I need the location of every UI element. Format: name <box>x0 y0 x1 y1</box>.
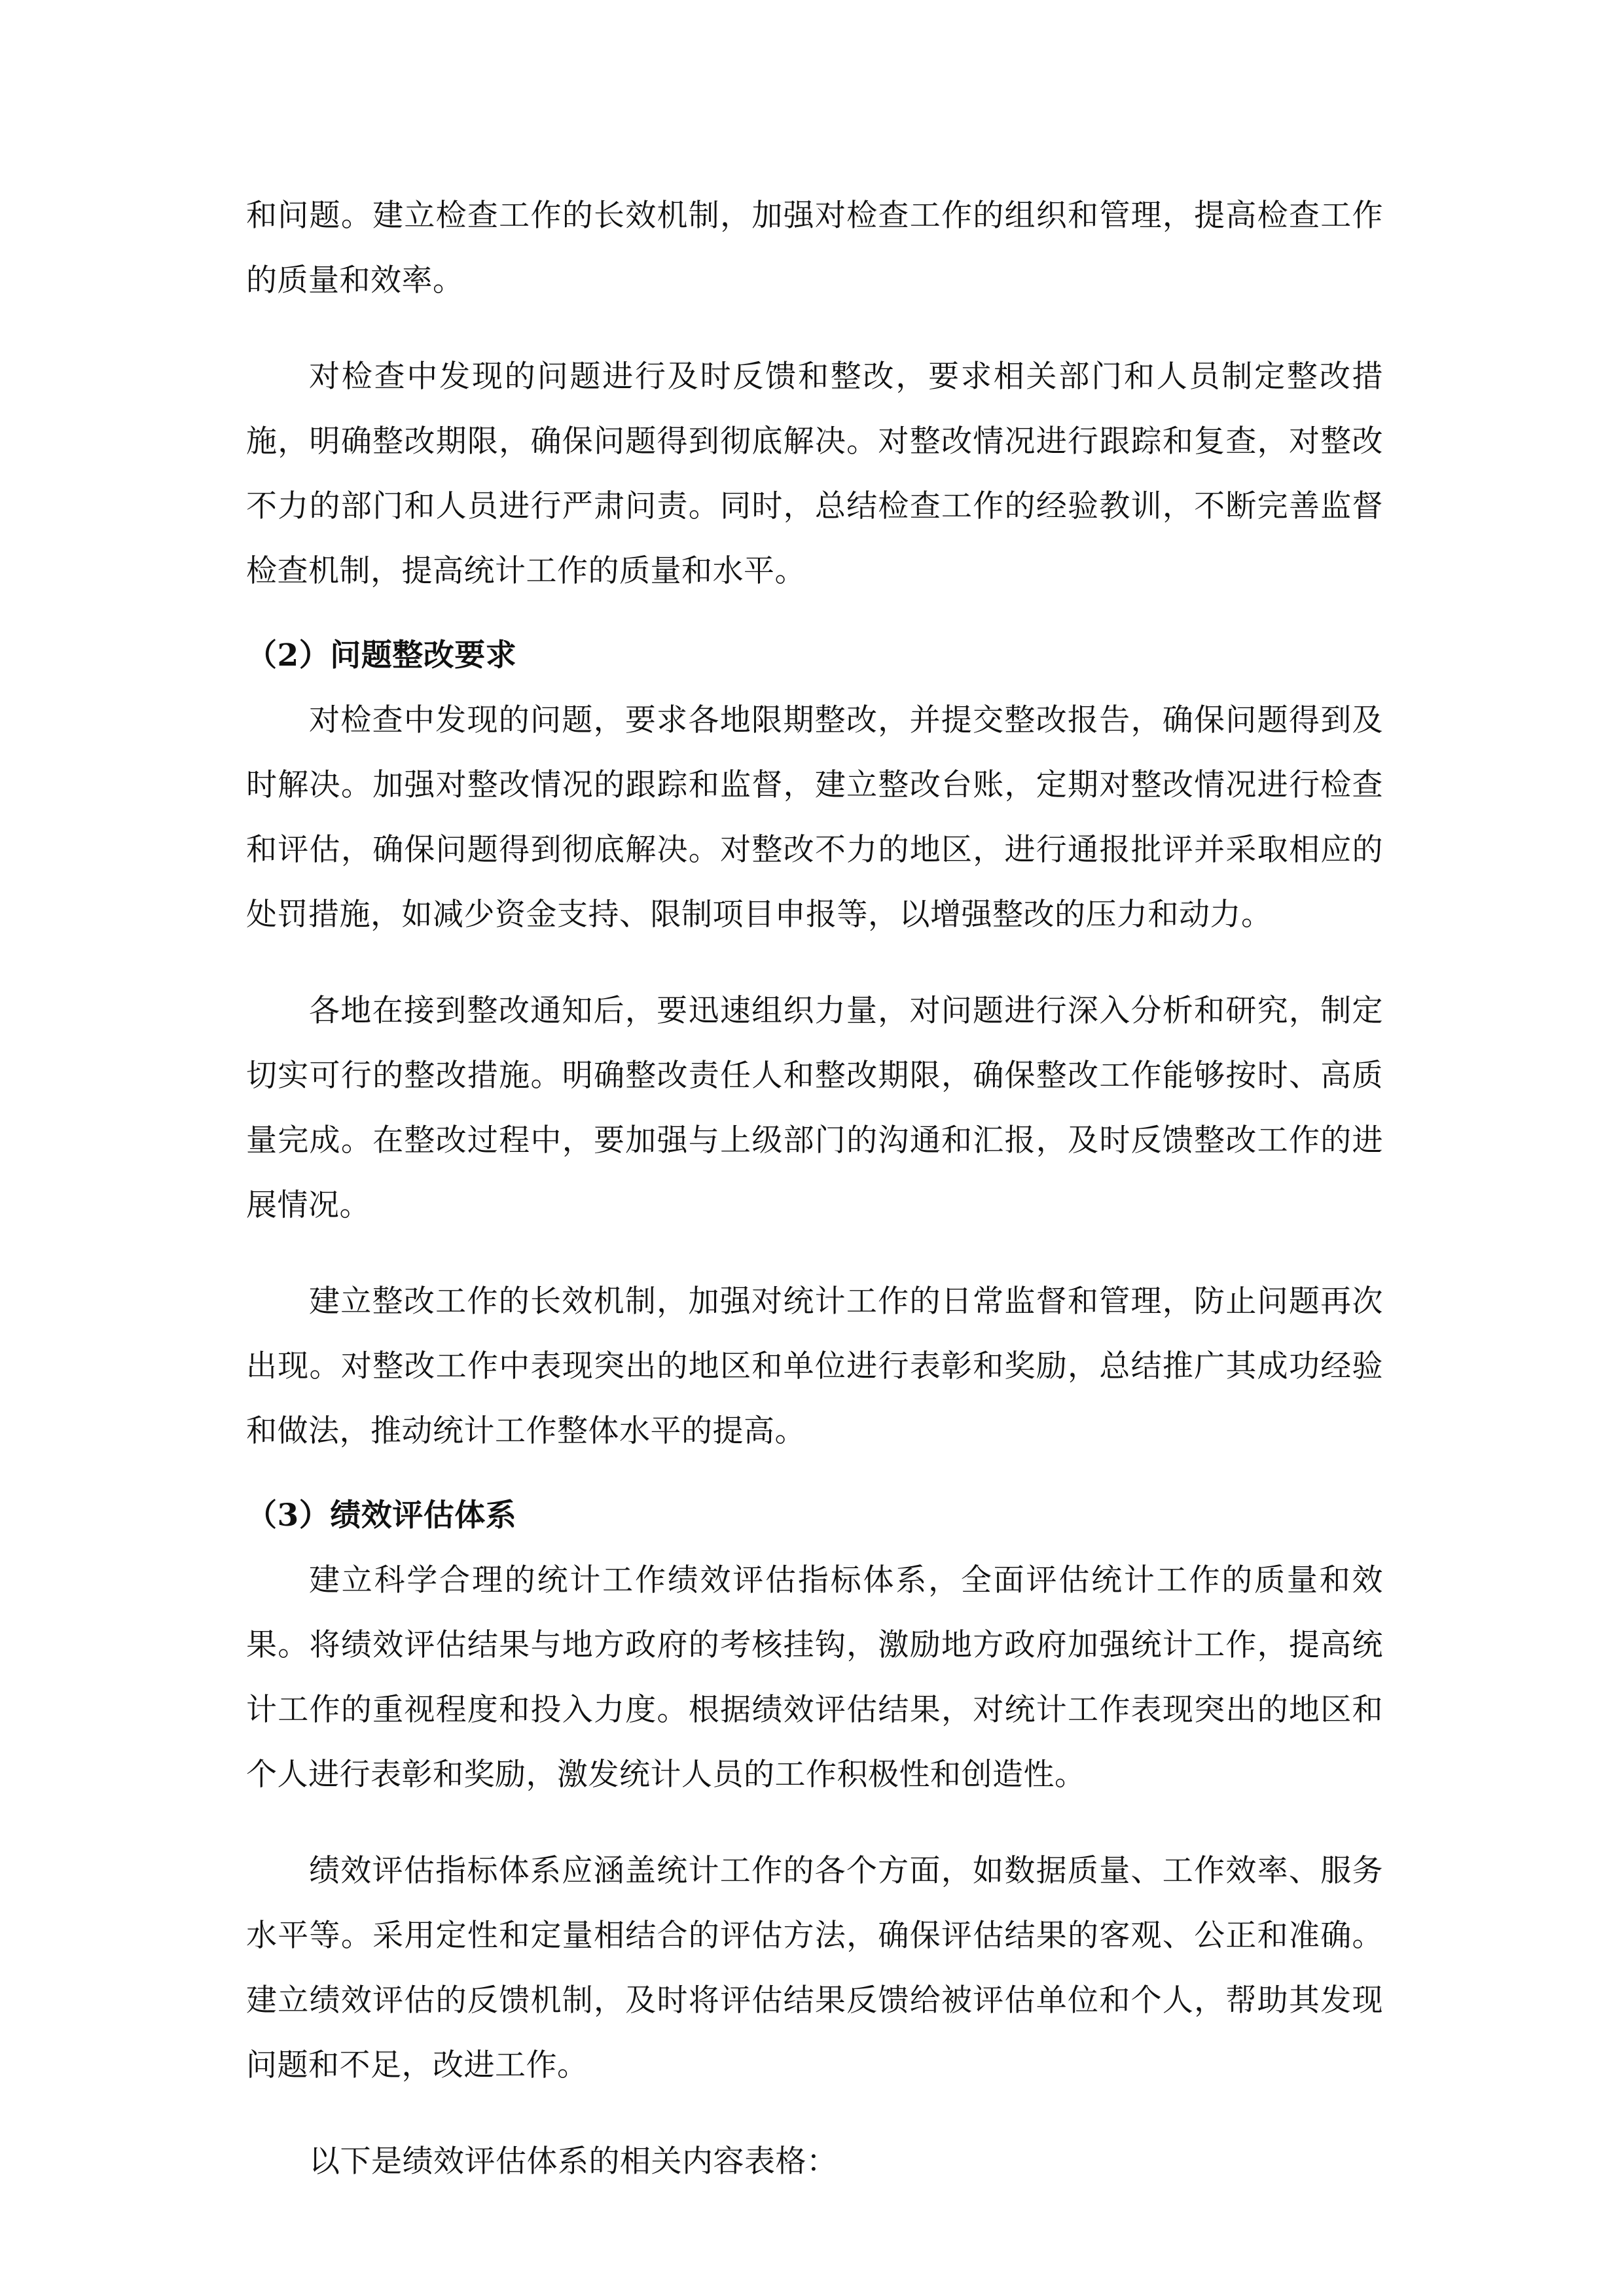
paragraph-continued: 和问题。建立检查工作的长效机制，加强对检查工作的组织和管理，提高检查工作的质量和效率。 <box>246 198 1383 298</box>
section-heading-rectification: （2）问题整改要求 <box>246 637 517 673</box>
paragraph-rectification-mechanism: 建立整改工作的长效机制，加强对统计工作的日常监督和管理，防止问题再次出现。对整改工作中表现突出的地区和单位进行表彰和奖励，总结推广其成功经验和做法，推动统计工作整体水平的提高。 <box>246 1283 1383 1449</box>
paragraph-performance-coverage: 绩效评估指标体系应涵盖统计工作的各个方面，如数据质量、工作效率、服务水平等。采用定性和定量相结合的评估方法，确保评估结果的客观、公正和准确。建立绩效评估的反馈机制，及时将评估结果反馈给被评估单位和个人，帮助其发现问题和不足，改进工作。 <box>246 1853 1383 2083</box>
document-body <box>246 183 1383 2194</box>
paragraph-performance-indicators: 建立科学合理的统计工作绩效评估指标体系，全面评估统计工作的质量和效果。将绩效评估结果与地方政府的考核挂钩，激励地方政府加强统计工作，提高统计工作的重视程度和投入力度。根据绩效评估结果，对统计工作表现突出的地区和个人进行表彰和奖励，激发统计人员的工作积极性和创造性。 <box>246 1562 1383 1793</box>
paragraph-rectification-deadline: 对检查中发现的问题，要求各地限期整改，并提交整改报告，确保问题得到及时解决。加强对整改情况的跟踪和监督，建立整改台账，定期对整改情况进行检查和评估，确保问题得到彻底解决。对整改不力的地区，进行通报批评并采取相应的处罚措施，如减少资金支持、限制项目申报等，以增强整改的压力和动力。 <box>246 702 1383 933</box>
paragraph-table-intro: 以下是绩效评估体系的相关内容表格： <box>309 2144 838 2179</box>
section-heading-performance: （3）绩效评估体系 <box>246 1498 517 1534</box>
paragraph-rectification-measures: 各地在接到整改通知后，要迅速组织力量，对问题进行深入分析和研究，制定切实可行的整改措施。明确整改责任人和整改期限，确保整改工作能够按时、高质量完成。在整改过程中，要加强与上级部门的沟通和汇报，及时反馈整改工作的进展情况。 <box>246 993 1383 1223</box>
paragraph-inspection-feedback: 对检查中发现的问题进行及时反馈和整改，要求相关部门和人员制定整改措施，明确整改期限，确保问题得到彻底解决。对整改情况进行跟踪和复查，对整改不力的部门和人员进行严肃问责。同时，总结检查工作的经验教训，不断完善监督检查机制，提高统计工作的质量和水平。 <box>246 359 1383 589</box>
